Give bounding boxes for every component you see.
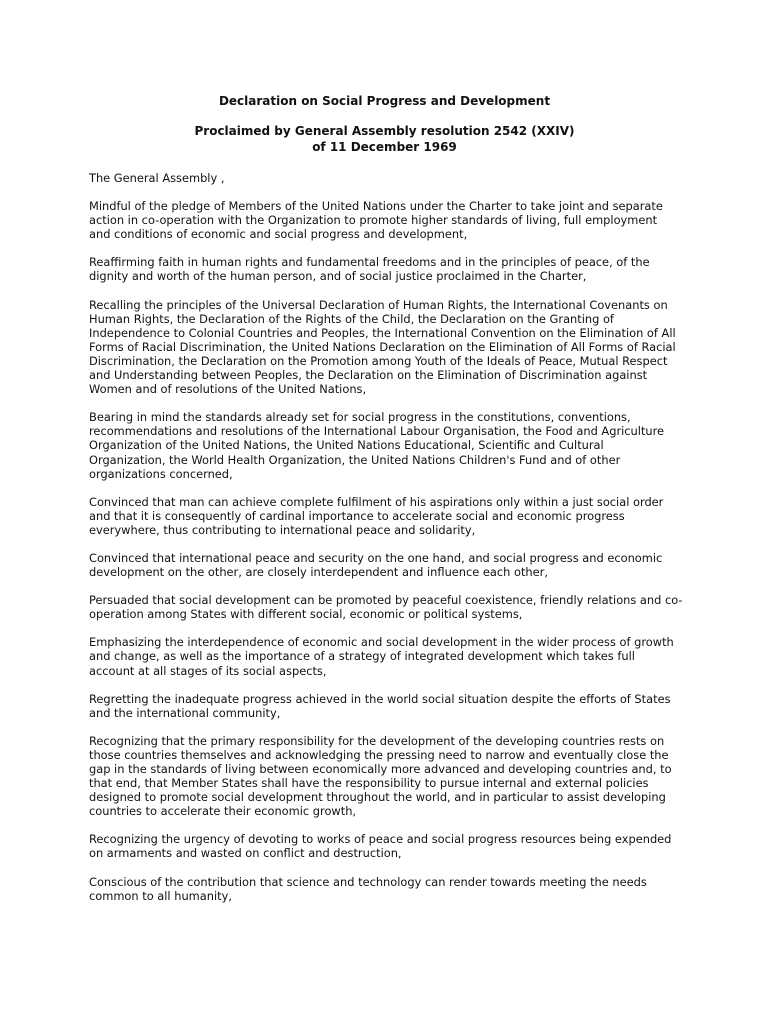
paragraph-line: and that it is consequently of cardinal importance to accelerate social and economic progress: [89, 508, 625, 523]
paragraph-line: designed to promote social development throughout the world, and in particular to assist developing: [89, 790, 666, 805]
paragraph-line: Organization, the World Health Organization, the United Nations Children's Fund and of other: [89, 452, 621, 467]
paragraph-line: Conscious of the contribution that science and technology can render towards meeting the needs: [89, 874, 647, 889]
paragraph: [89, 875, 680, 903]
paragraph-line: Regretting the inadequate progress achieved in the world social situation despite the efforts of States: [89, 691, 671, 706]
document-body: [89, 171, 683, 903]
paragraph: [89, 298, 680, 397]
paragraph: [89, 551, 680, 579]
paragraph-line: Recognizing that the primary responsibility for the development of the developing countries rests on: [89, 733, 665, 748]
paragraph-line: account at all stages of its social aspects,: [89, 663, 327, 678]
paragraph-line: Women and of resolutions of the United Nations,: [89, 382, 367, 397]
paragraph-line: Recalling the principles of the Universal Declaration of Human Rights, the International Covenants on: [89, 297, 668, 312]
document-subtitle: [89, 123, 680, 155]
subtitle-line-2: of 11 December 1969: [312, 140, 457, 154]
paragraph: [89, 593, 683, 622]
paragraph: [89, 832, 680, 860]
paragraph-line: action in co-operation with the Organization to promote higher standards of living, full employment: [89, 213, 658, 228]
paragraph-line: Convinced that international peace and security on the one hand, and social progress and economic: [89, 550, 663, 565]
paragraph-line: development on the other, are closely interdependent and influence each other,: [89, 565, 548, 580]
paragraph-line: Organization of the United Nations, the United Nations Educational, Scientific and Cultural: [89, 438, 604, 453]
paragraph-line: Independence to Colonial Countries and Peoples, the International Convention on the Elimination of All: [89, 325, 676, 340]
paragraph-line: Convinced that man can achieve complete fulfilment of his aspirations only within a just social order: [89, 494, 664, 509]
subtitle-line-1: Proclaimed by General Assembly resolution 2542 (XXIV): [194, 124, 575, 138]
paragraph-line: and conditions of economic and social progress and development,: [89, 227, 468, 242]
paragraph-line: Mindful of the pledge of Members of the United Nations under the Charter to take joint and separate: [89, 199, 663, 214]
paragraph-line: Recognizing the urgency of devoting to works of peace and social progress resources being expended: [89, 832, 672, 847]
paragraph-line: Emphasizing the interdependence of economic and social development in the wider process of growth: [89, 635, 674, 650]
paragraph-line: operation among States with different social, economic or political systems,: [89, 607, 523, 622]
paragraph-line: gap in the standards of living between economically more advanced and developing countries and, to: [89, 762, 672, 776]
paragraph: [89, 692, 680, 720]
paragraph: [89, 199, 680, 241]
paragraph-line: Reaffirming faith in human rights and fundamental freedoms and in the principles of peace, of the: [89, 255, 650, 270]
paragraph: [89, 410, 680, 480]
paragraph-line: recommendations and resolutions of the International Labour Organisation, the Food and Agriculture: [89, 424, 665, 439]
paragraph: [89, 495, 680, 537]
paragraph-line: on armaments and wasted on conflict and destruction,: [89, 846, 402, 861]
document-title: Declaration on Social Progress and Development: [218, 94, 551, 108]
paragraph-line: Human Rights, the Declaration of the Rights of the Child, the Declaration on the Granting of: [89, 311, 614, 326]
paragraph-line: countries to accelerate their economic growth,: [89, 804, 357, 819]
paragraph-line: Bearing in mind the standards already set for social progress in the constitutions, conventions,: [89, 410, 631, 425]
paragraph-line: and change, as well as the importance of a strategy of integrated development which takes full: [89, 649, 635, 664]
paragraph-line: Discrimination, the Declaration on the Promotion among Youth of the Ideals of Peace, Mutual Respect: [89, 353, 668, 368]
paragraph-line: everywhere, thus contributing to international peace and solidarity,: [89, 522, 476, 537]
paragraph: [89, 255, 680, 283]
paragraph-line: common to all humanity,: [89, 888, 232, 903]
paragraph: [89, 171, 680, 185]
paragraph-line: Persuaded that social development can be promoted by peaceful coexistence, friendly relations and co-: [89, 593, 683, 608]
paragraph-line: and Understanding between Peoples, the Declaration on the Elimination of Discrimination against: [89, 368, 648, 383]
paragraph-line: dignity and worth of the human person, and of social justice proclaimed in the Charter,: [89, 269, 587, 284]
paragraph-line: Forms of Racial Discrimination, the United Nations Declaration on the Elimination of All Forms of Racial: [89, 339, 676, 354]
paragraph: [89, 635, 680, 677]
paragraph-line: The General Assembly ,: [89, 171, 225, 185]
paragraph-line: that end, that Member States shall have the responsibility to pursue internal and external policies: [89, 776, 649, 791]
paragraph-line: those countries themselves and acknowledging the pressing need to narrow and eventually close the: [89, 747, 669, 762]
paragraph-line: and the international community,: [89, 705, 281, 720]
paragraph: [89, 734, 680, 819]
paragraph-line: organizations concerned,: [89, 466, 233, 481]
